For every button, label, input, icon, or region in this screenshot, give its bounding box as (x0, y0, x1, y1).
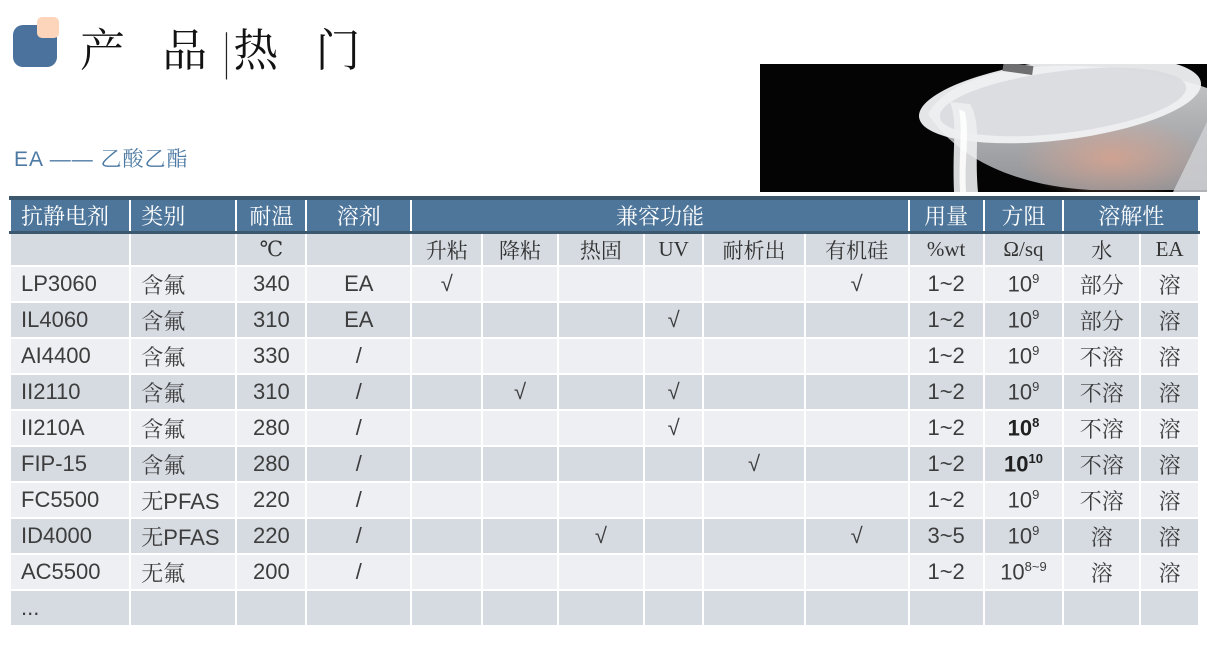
cell-sheet-resistance: $10^9$ (984, 302, 1064, 338)
cell-water-solubility: 部分 (1063, 302, 1140, 338)
sub-header-blank-solvent (306, 233, 411, 267)
cell-sheet-resistance: $10^9$ (984, 518, 1064, 554)
table-header-row (10, 198, 1199, 233)
cell-solvent: EA (306, 302, 411, 338)
cell-feature-uv (644, 446, 704, 482)
cell-dosage: 1~2 (909, 266, 984, 302)
cell-temp: 310 (236, 302, 306, 338)
cell-feature-thinning (482, 446, 558, 482)
cell-agent-name: IL4060 (10, 302, 130, 338)
cell-feature-silicone (805, 482, 909, 518)
cell-feature-thinning (482, 266, 558, 302)
sub-header-thinning: 降粘 (482, 233, 558, 267)
cell-agent-name: AC5500 (10, 554, 130, 590)
page-title-left: 产 品 (80, 26, 221, 76)
sub-header-celsius: ℃ (236, 233, 306, 267)
cell-feature-thermoset (558, 338, 644, 374)
cell-ea-solubility: 溶 (1140, 554, 1199, 590)
cell-ea-solubility: 溶 (1140, 482, 1199, 518)
cell-solvent: EA (306, 266, 411, 302)
cell-dosage: 1~2 (909, 554, 984, 590)
cell-agent-name: LP3060 (10, 266, 130, 302)
cell-temp: 220 (236, 482, 306, 518)
cell-temp (236, 590, 306, 626)
cell-sheet-resistance: $10^9$ (984, 374, 1064, 410)
cell-feature-uv: √ (644, 410, 704, 446)
table-row (10, 482, 1199, 518)
cell-feature-uv (644, 266, 704, 302)
cell-feature-thickening (411, 410, 482, 446)
cell-agent-name: FC5500 (10, 482, 130, 518)
cell-temp: 330 (236, 338, 306, 374)
cell-feature-thermoset (558, 446, 644, 482)
cell-solvent: / (306, 410, 411, 446)
cell-dosage (909, 590, 984, 626)
cell-category: 含氟 (130, 338, 236, 374)
cell-feature-thermoset (558, 482, 644, 518)
table-row (10, 410, 1199, 446)
cell-water-solubility: 不溶 (1063, 482, 1140, 518)
cell-temp: 340 (236, 266, 306, 302)
cell-feature-thickening (411, 302, 482, 338)
page-logo (13, 14, 63, 70)
cell-feature-thinning (482, 338, 558, 374)
section-heading-ea-solvent: EA —— 乙酸乙酯 (14, 148, 189, 171)
cell-sheet-resistance: $10^9$ (984, 338, 1064, 374)
cell-dosage: 3~5 (909, 518, 984, 554)
cell-ea-solubility: 溶 (1140, 302, 1199, 338)
cell-agent-name: FIP-15 (10, 446, 130, 482)
cell-temp: 280 (236, 410, 306, 446)
cell-solvent: / (306, 554, 411, 590)
sub-header-precipitation-resistance: 耐析出 (703, 233, 804, 267)
cell-feature-silicone (805, 446, 909, 482)
cell-water-solubility: 不溶 (1063, 338, 1140, 374)
cell-feature-thermoset (558, 302, 644, 338)
col-header-antistatic-agent: 抗静电剂 (10, 198, 130, 233)
sub-header-thermoset: 热固 (558, 233, 644, 267)
cell-feature-uv (644, 338, 704, 374)
cell-temp: 200 (236, 554, 306, 590)
cell-category: 无PFAS (130, 518, 236, 554)
col-header-solubility: 溶解性 (1063, 198, 1199, 233)
cell-feature-silicone (805, 410, 909, 446)
cell-category: 含氟 (130, 446, 236, 482)
cell-feature-thickening (411, 518, 482, 554)
cell-feature-silicone (805, 590, 909, 626)
col-header-dosage: 用量 (909, 198, 984, 233)
cell-solvent (306, 590, 411, 626)
cell-category: 含氟 (130, 374, 236, 410)
cell-feature-uv (644, 518, 704, 554)
cell-ea-solubility: 溶 (1140, 266, 1199, 302)
cell-sheet-resistance: $10^9$ (984, 482, 1064, 518)
col-header-category: 类别 (130, 198, 236, 233)
cell-feature-thermoset (558, 590, 644, 626)
sub-header-blank-category (130, 233, 236, 267)
cell-ea-solubility: 溶 (1140, 518, 1199, 554)
table-row (10, 446, 1199, 482)
cell-feature-uv (644, 590, 704, 626)
col-header-temp-resistance: 耐温 (236, 198, 306, 233)
cell-feature-silicone: √ (805, 518, 909, 554)
table-row (10, 302, 1199, 338)
cell-solvent: / (306, 518, 411, 554)
cell-feature-thickening (411, 338, 482, 374)
cell-feature-precipitation-resistance (703, 266, 804, 302)
col-header-solvent: 溶剂 (306, 198, 411, 233)
cell-dosage: 1~2 (909, 338, 984, 374)
sub-header-uv: UV (644, 233, 704, 267)
cell-feature-thermoset (558, 410, 644, 446)
cell-feature-thickening (411, 482, 482, 518)
cell-agent-name: AI4400 (10, 338, 130, 374)
cell-feature-thermoset (558, 374, 644, 410)
cell-agent-name: ID4000 (10, 518, 130, 554)
cell-category: 含氟 (130, 410, 236, 446)
cell-feature-thermoset: √ (558, 518, 644, 554)
cell-feature-thinning: √ (482, 374, 558, 410)
sub-header-ohm-per-sq: Ω/sq (984, 233, 1064, 267)
pouring-liquid-illustration (760, 64, 1207, 192)
cell-feature-uv: √ (644, 302, 704, 338)
cell-feature-precipitation-resistance (703, 518, 804, 554)
cell-dosage: 1~2 (909, 482, 984, 518)
cell-feature-thinning (482, 302, 558, 338)
cell-water-solubility: 不溶 (1063, 410, 1140, 446)
cell-sheet-resistance: $10^{8\sim 9}$ (984, 554, 1064, 590)
cell-feature-thickening: √ (411, 266, 482, 302)
cell-ea-solubility: 溶 (1140, 338, 1199, 374)
cell-feature-thermoset (558, 554, 644, 590)
cell-feature-precipitation-resistance (703, 590, 804, 626)
cell-temp: 220 (236, 518, 306, 554)
cell-solvent: / (306, 338, 411, 374)
products-table-head (10, 198, 1199, 266)
cell-water-solubility: 溶 (1063, 518, 1140, 554)
cell-solvent: / (306, 446, 411, 482)
cell-feature-silicone: √ (805, 266, 909, 302)
cell-water-solubility: 不溶 (1063, 374, 1140, 410)
sub-header-ea: EA (1140, 233, 1199, 267)
cell-feature-uv (644, 554, 704, 590)
logo-peach-square-icon (37, 17, 59, 38)
cell-feature-uv (644, 482, 704, 518)
page-title (80, 14, 374, 79)
cell-water-solubility: 部分 (1063, 266, 1140, 302)
table-row (10, 554, 1199, 590)
cell-category: 无PFAS (130, 482, 236, 518)
table-row (10, 374, 1199, 410)
cell-feature-thinning (482, 590, 558, 626)
cell-solvent: / (306, 374, 411, 410)
cell-feature-precipitation-resistance (703, 482, 804, 518)
cell-solvent: / (306, 482, 411, 518)
products-table-body (10, 266, 1199, 626)
table-row (10, 590, 1199, 626)
cell-agent-name: II210A (10, 410, 130, 446)
page-title-right: 热 门 (233, 26, 374, 76)
cell-temp: 310 (236, 374, 306, 410)
cell-feature-thinning (482, 518, 558, 554)
cell-agent-name: ... (10, 590, 130, 626)
cell-category: 含氟 (130, 266, 236, 302)
cell-dosage: 1~2 (909, 446, 984, 482)
cell-feature-precipitation-resistance (703, 302, 804, 338)
cell-feature-silicone (805, 554, 909, 590)
cell-feature-precipitation-resistance: √ (703, 446, 804, 482)
cell-feature-uv: √ (644, 374, 704, 410)
cell-ea-solubility: 溶 (1140, 374, 1199, 410)
sub-header-silicone: 有机硅 (805, 233, 909, 267)
cell-feature-precipitation-resistance (703, 554, 804, 590)
sub-header-thickening: 升粘 (411, 233, 482, 267)
cell-ea-solubility (1140, 590, 1199, 626)
cell-dosage: 1~2 (909, 302, 984, 338)
cell-category: 含氟 (130, 302, 236, 338)
cell-sheet-resistance (984, 590, 1064, 626)
cell-ea-solubility: 溶 (1140, 446, 1199, 482)
cell-sheet-resistance: $10^8$ (984, 410, 1064, 446)
products-table (9, 196, 1200, 627)
cell-feature-silicone (805, 302, 909, 338)
cell-agent-name: II2110 (10, 374, 130, 410)
cell-feature-precipitation-resistance (703, 374, 804, 410)
cell-dosage: 1~2 (909, 410, 984, 446)
table-subheader-row (10, 233, 1199, 267)
cell-feature-thinning (482, 482, 558, 518)
cell-water-solubility: 溶 (1063, 554, 1140, 590)
cell-feature-precipitation-resistance (703, 338, 804, 374)
col-header-sheet-resistance: 方阻 (984, 198, 1064, 233)
cell-feature-silicone (805, 374, 909, 410)
cell-sheet-resistance: $10^{10}$ (984, 446, 1064, 482)
table-row (10, 266, 1199, 302)
cell-feature-precipitation-resistance (703, 410, 804, 446)
cell-ea-solubility: 溶 (1140, 410, 1199, 446)
cell-feature-thermoset (558, 266, 644, 302)
sub-header-blank-agent (10, 233, 130, 267)
cell-temp: 280 (236, 446, 306, 482)
cell-feature-thickening (411, 554, 482, 590)
sub-header-water: 水 (1063, 233, 1140, 267)
cell-feature-thinning (482, 554, 558, 590)
product-photo (760, 64, 1207, 192)
cell-feature-thinning (482, 410, 558, 446)
table-row (10, 518, 1199, 554)
cell-feature-silicone (805, 338, 909, 374)
title-divider: | (224, 22, 230, 80)
cell-dosage: 1~2 (909, 374, 984, 410)
products-table-container (9, 196, 1200, 627)
cell-feature-thickening (411, 374, 482, 410)
cell-sheet-resistance: $10^9$ (984, 266, 1064, 302)
cell-feature-thickening (411, 590, 482, 626)
cell-category: 无氟 (130, 554, 236, 590)
cell-feature-thickening (411, 446, 482, 482)
col-header-compatibility: 兼容功能 (411, 198, 908, 233)
cell-category (130, 590, 236, 626)
sub-header-pct-wt: %wt (909, 233, 984, 267)
cell-water-solubility (1063, 590, 1140, 626)
table-row (10, 338, 1199, 374)
cell-water-solubility: 不溶 (1063, 446, 1140, 482)
